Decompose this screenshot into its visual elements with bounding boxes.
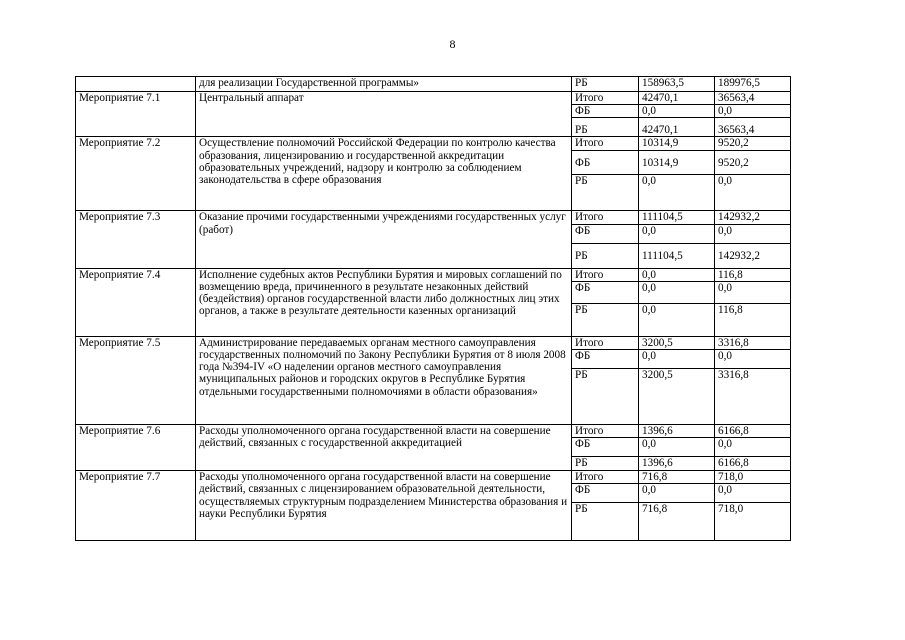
- table-row: [76, 268, 791, 281]
- value-cell-2: 142932,2: [715, 211, 791, 224]
- funding-source: РБ: [572, 118, 639, 137]
- value-cell-1: 716,8: [639, 503, 715, 541]
- funding-source: РБ: [572, 77, 639, 92]
- measure-description: для реализации Государственной программы»: [196, 77, 572, 92]
- measure-label: Мероприятие 7.3: [76, 211, 196, 268]
- value-cell-1: 0,0: [639, 224, 715, 243]
- funding-source: Итого: [572, 211, 639, 224]
- value-cell-1: 111104,5: [639, 211, 715, 224]
- value-cell-1: 0,0: [639, 350, 715, 369]
- table-row: [76, 92, 791, 105]
- measure-description: Центральный аппарат: [196, 92, 572, 137]
- measure-description: Исполнение судебных актов Республики Бурятия и мировых соглашений по возмещению вреда, причиненного в результате незаконных действий (бездействия) органов государственной власти либо должностных лиц этих органов, а также в результате деятельности казенных организаций: [196, 268, 572, 336]
- value-cell-1: 0,0: [639, 281, 715, 303]
- value-cell-1: 3200,5: [639, 369, 715, 425]
- value-cell-2: 116,8: [715, 303, 791, 336]
- value-cell-1: 1396,6: [639, 425, 715, 438]
- funding-source: РБ: [572, 243, 639, 268]
- funding-source: РБ: [572, 369, 639, 425]
- value-cell-1: 42470,1: [639, 92, 715, 105]
- funding-source: Итого: [572, 268, 639, 281]
- continuation-row: [76, 77, 791, 92]
- value-cell-1: 0,0: [639, 105, 715, 118]
- value-cell-2: 9520,2: [715, 137, 791, 151]
- value-cell-2: 0,0: [715, 105, 791, 118]
- table-row: [76, 471, 791, 484]
- measure-label: Мероприятие 7.7: [76, 471, 196, 541]
- value-cell-2: 718,0: [715, 471, 791, 484]
- value-cell-1: 111104,5: [639, 243, 715, 268]
- funding-source: Итого: [572, 471, 639, 484]
- value-cell-1: 10314,9: [639, 137, 715, 151]
- value-cell-1: 0,0: [639, 438, 715, 457]
- value-cell-2: 3316,8: [715, 336, 791, 349]
- value-cell-2: 0,0: [715, 484, 791, 503]
- funding-source: ФБ: [572, 224, 639, 243]
- table-row: [76, 425, 791, 438]
- funding-source: ФБ: [572, 105, 639, 118]
- funding-source: Итого: [572, 92, 639, 105]
- value-cell-1: 716,8: [639, 471, 715, 484]
- value-cell-1: 158963,5: [639, 77, 715, 92]
- measure-description: Расходы уполномоченного органа государственной власти на совершение действий, связанных с лицензированием образовательной деятельности, осуществляемых структурным подразделением Министерства образования и науки Республики Бурятия: [196, 471, 572, 541]
- funding-source: ФБ: [572, 350, 639, 369]
- value-cell-1: 0,0: [639, 268, 715, 281]
- value-cell-1: 42470,1: [639, 118, 715, 137]
- value-cell-2: 0,0: [715, 350, 791, 369]
- value-cell-1: 0,0: [639, 484, 715, 503]
- value-cell-1: 10314,9: [639, 151, 715, 175]
- value-cell-2: 6166,8: [715, 425, 791, 438]
- table-row: [76, 336, 791, 349]
- measure-label: Мероприятие 7.1: [76, 92, 196, 137]
- measure-description: Осуществление полномочий Российской Федерации по контролю качества образования, лицензированию и государственной аккредитации образовательных учреждений, надзору и контролю за соблюдением законодательства в сфере образования: [196, 137, 572, 211]
- value-cell-2: 189976,5: [715, 77, 791, 92]
- value-cell-2: 3316,8: [715, 369, 791, 425]
- table-row: [76, 211, 791, 224]
- budget-table: [75, 76, 791, 541]
- value-cell-1: 1396,6: [639, 457, 715, 471]
- funding-source: ФБ: [572, 281, 639, 303]
- value-cell-1: 0,0: [639, 303, 715, 336]
- measure-description: Расходы уполномоченного органа государственной власти на совершение действий, связанных с государственной аккредитацией: [196, 425, 572, 471]
- funding-source: РБ: [572, 303, 639, 336]
- value-cell-2: 36563,4: [715, 92, 791, 105]
- value-cell-2: 0,0: [715, 175, 791, 211]
- funding-source: ФБ: [572, 438, 639, 457]
- funding-source: Итого: [572, 336, 639, 349]
- funding-source: Итого: [572, 425, 639, 438]
- funding-source: РБ: [572, 457, 639, 471]
- funding-source: ФБ: [572, 484, 639, 503]
- value-cell-2: 0,0: [715, 438, 791, 457]
- value-cell-1: 3200,5: [639, 336, 715, 349]
- measure-label: Мероприятие 7.6: [76, 425, 196, 471]
- measure-label-cell: [76, 77, 196, 92]
- funding-source: РБ: [572, 503, 639, 541]
- value-cell-2: 0,0: [715, 224, 791, 243]
- value-cell-1: 0,0: [639, 175, 715, 211]
- measure-description: Администрирование передаваемых органам местного самоуправления государственных полномочий по Закону Республики Бурятия от 8 июля 2008 года №394-IV «О наделении органов местного самоуправления муниципальных районов и городских округов в Республике Бурятия отдельными государственными полномочиями в области образования»: [196, 336, 572, 424]
- page-number: 8: [449, 37, 456, 51]
- value-cell-2: 718,0: [715, 503, 791, 541]
- funding-source: ФБ: [572, 151, 639, 175]
- measure-description: Оказание прочими государственными учреждениями государственных услуг (работ): [196, 211, 572, 268]
- table-row: [76, 137, 791, 151]
- measure-label: Мероприятие 7.4: [76, 268, 196, 336]
- funding-source: Итого: [572, 137, 639, 151]
- measure-label: Мероприятие 7.2: [76, 137, 196, 211]
- measure-label: Мероприятие 7.5: [76, 336, 196, 424]
- value-cell-2: 6166,8: [715, 457, 791, 471]
- value-cell-2: 142932,2: [715, 243, 791, 268]
- value-cell-2: 36563,4: [715, 118, 791, 137]
- value-cell-2: 0,0: [715, 281, 791, 303]
- value-cell-2: 116,8: [715, 268, 791, 281]
- funding-source: РБ: [572, 175, 639, 211]
- value-cell-2: 9520,2: [715, 151, 791, 175]
